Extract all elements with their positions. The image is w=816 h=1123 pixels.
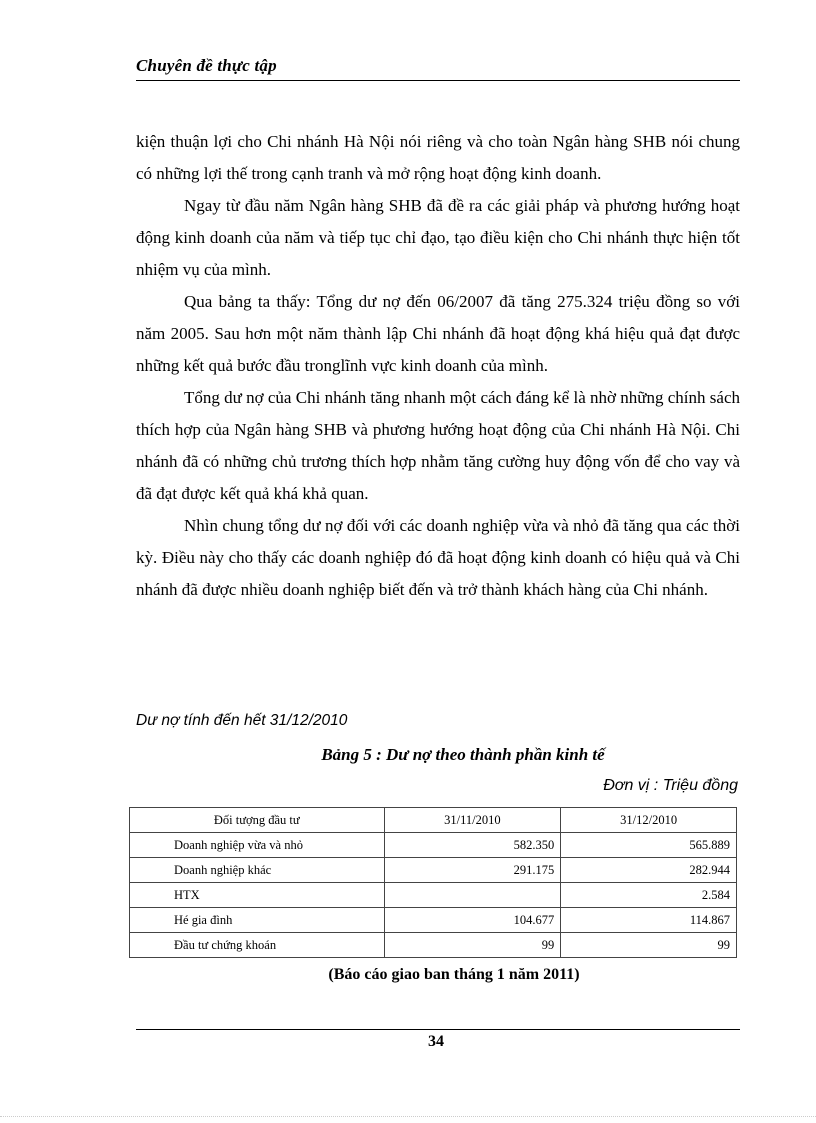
header-cell-dec: 31/12/2010: [561, 808, 737, 833]
row-value-nov: 291.175: [384, 858, 561, 883]
row-value-dec: 99: [561, 933, 737, 958]
table-row: [130, 908, 737, 933]
paragraph: Ngay từ đầu năm Ngân hàng SHB đã đề ra các giải pháp và phương hướng hoạt động kinh doanh của năm và tiếp tục chỉ đạo, tạo điều kiện cho Chi nhánh thực hiện tốt nhiệm vụ của mình.: [136, 196, 740, 279]
date-note: Dư nợ tính đến hết 31/12/2010: [136, 712, 348, 729]
paragraph: kiện thuận lợi cho Chi nhánh Hà Nội nói riêng và cho toàn Ngân hàng SHB nói chung có những lợi thế trong cạnh tranh và mở rộng hoạt động kinh doanh.: [136, 132, 740, 183]
debt-table: [129, 807, 737, 958]
row-label: Doanh nghiệp vừa và nhỏ: [130, 833, 385, 858]
page-number: 34: [428, 1033, 444, 1050]
header-cell-nov: 31/11/2010: [384, 808, 561, 833]
row-label: Đầu tư chứng khoán: [130, 933, 385, 958]
table-title: Bảng 5 : Dư nợ theo thành phần kinh tế: [321, 745, 605, 764]
footer-rule: [136, 1029, 740, 1030]
row-value-nov: 99: [384, 933, 561, 958]
paragraph: Qua bảng ta thấy: Tổng dư nợ đến 06/2007 đã tăng 275.324 triệu đồng so với năm 2005. Sau hơn một năm thành lập Chi nhánh đã hoạt động khá hiệu quả đạt được những kết quả bước đầu tronglĩnh vực kinh doanh của mình.: [136, 292, 740, 375]
row-label: Hé gia đình: [130, 908, 385, 933]
table-row: [130, 883, 737, 908]
row-value-nov: 582.350: [384, 833, 561, 858]
table-row: [130, 858, 737, 883]
paragraph: Tổng dư nợ của Chi nhánh tăng nhanh một cách đáng kể là nhờ những chính sách thích hợp của Ngân hàng SHB và phương hướng hoạt động của Chi nhánh Hà Nội. Chi nhánh đã có những chủ trương thích hợp nhằm tăng cường huy động vốn để cho vay và đã đạt được kết quả khá khả quan.: [136, 388, 740, 503]
header-rule: [136, 80, 740, 81]
row-value-nov: 104.677: [384, 908, 561, 933]
row-value-nov: [384, 883, 561, 908]
table-source: (Báo cáo giao ban tháng 1 năm 2011): [328, 966, 580, 983]
row-label: HTX: [130, 883, 385, 908]
body-text: [136, 126, 740, 606]
row-value-dec: 2.584: [561, 883, 737, 908]
row-value-dec: 565.889: [561, 833, 737, 858]
header-title: Chuyên đề thực tập: [136, 56, 277, 75]
page-bottom-border: [0, 1116, 816, 1117]
table-row: [130, 833, 737, 858]
table-header-row: [130, 808, 737, 833]
row-label: Doanh nghiệp khác: [130, 858, 385, 883]
table-unit: Đơn vị : Triệu đồng: [603, 777, 738, 794]
header-cell-subject: Đối tượng đầu tư: [130, 808, 385, 833]
paragraph: Nhìn chung tổng dư nợ đối với các doanh nghiệp vừa và nhỏ đã tăng qua các thời kỳ. Điều này cho thấy các doanh nghiệp đó đã hoạt động kinh doanh có hiệu quả và Chi nhánh đã được nhiều doanh nghiệp biết đến và trở thành khách hàng của Chi nhánh.: [136, 516, 740, 599]
row-value-dec: 114.867: [561, 908, 737, 933]
table-row: [130, 933, 737, 958]
row-value-dec: 282.944: [561, 858, 737, 883]
